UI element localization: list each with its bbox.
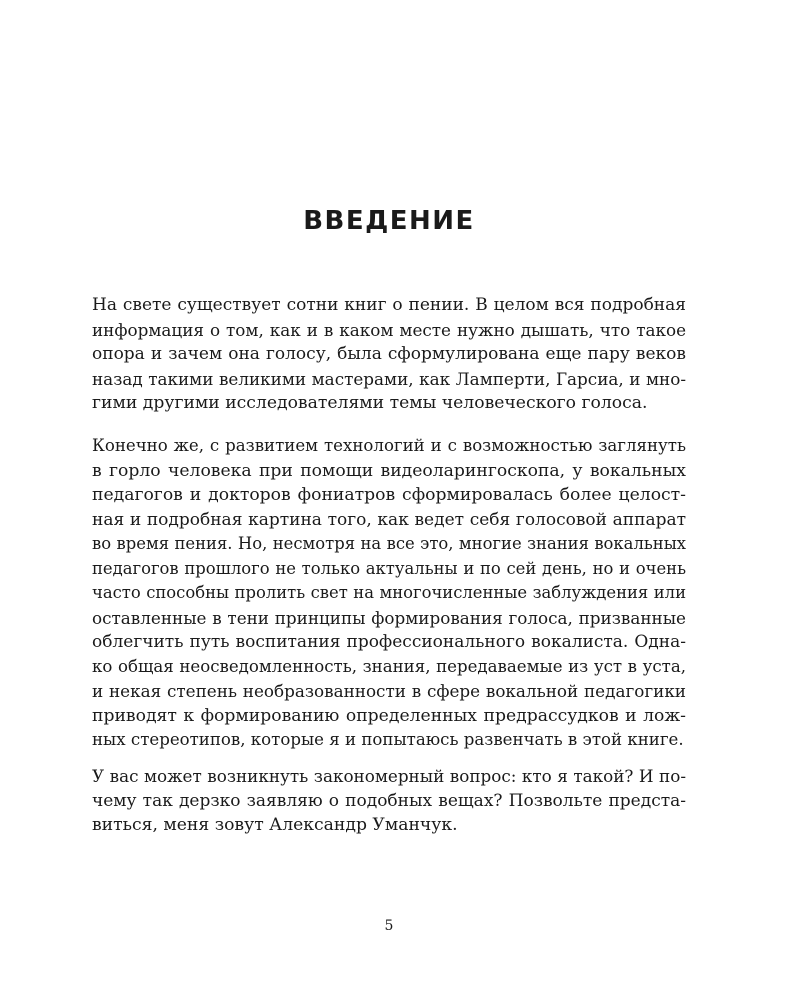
text-line: Конечно же, с развитием технологий и с возможностью заглянуть	[92, 436, 686, 455]
text-line: ных стереотипов, которые я и попытаюсь развенчать в этой книге.	[92, 730, 684, 749]
text-line: часто способны пролить свет на многочисленные заблуждения или	[92, 583, 686, 602]
text-line: информация о том, как и в каком месте нужно дышать, что такое	[92, 319, 686, 340]
paragraph-3	[92, 764, 686, 838]
text-line: в горло человека при помощи видеоларингоскопа, у вокальных	[92, 460, 686, 481]
text-line: ко общая неосведомленность, знания, передаваемые из уст в уста,	[92, 656, 686, 676]
text-line: гими другими исследователями темы человеческого голоса.	[92, 393, 648, 413]
chapter-heading: ВВЕДЕНИЕ	[303, 206, 475, 236]
paragraph-2	[92, 434, 686, 753]
text-line: У вас может возникнуть закономерный вопрос: кто я такой? И по-	[92, 766, 686, 786]
text-line: во время пения. Но, несмотря на все это, многие знания вокальных	[92, 534, 686, 553]
text-line: чему так дерзко заявляю о подобных вещах? Позвольте предста-	[92, 790, 686, 811]
paragraph-1	[92, 293, 686, 416]
text-line: оставленные в тени принципы формирования голоса, призванные	[92, 607, 686, 628]
text-line: виться, меня зовут Александр Уманчук.	[92, 815, 458, 835]
text-line: облегчить путь воспитания профессионального вокалиста. Одна-	[92, 632, 686, 652]
text-line: назад такими великими мастерами, как Ламперти, Гарсиа, и мно-	[92, 368, 686, 389]
page-number: 5	[384, 918, 394, 934]
text-line: На свете существует сотни книг о пении. В целом вся подробная	[92, 295, 686, 315]
text-line: и некая степень необразованности в сфере вокальной педагогики	[92, 681, 686, 701]
text-line: приводят к формированию определенных предрассудков и лож-	[92, 705, 686, 726]
text-line: опора и зачем она голосу, была сформулирована еще пару веков	[92, 344, 686, 364]
text-line: педагогов прошлого не только актуальны и по сей день, но и очень	[92, 558, 686, 578]
text-line: ная и подробная картина того, как ведет себя голосовой аппарат	[92, 509, 686, 530]
text-line: педагогов и докторов фониатров сформировалась более целост-	[92, 485, 686, 505]
